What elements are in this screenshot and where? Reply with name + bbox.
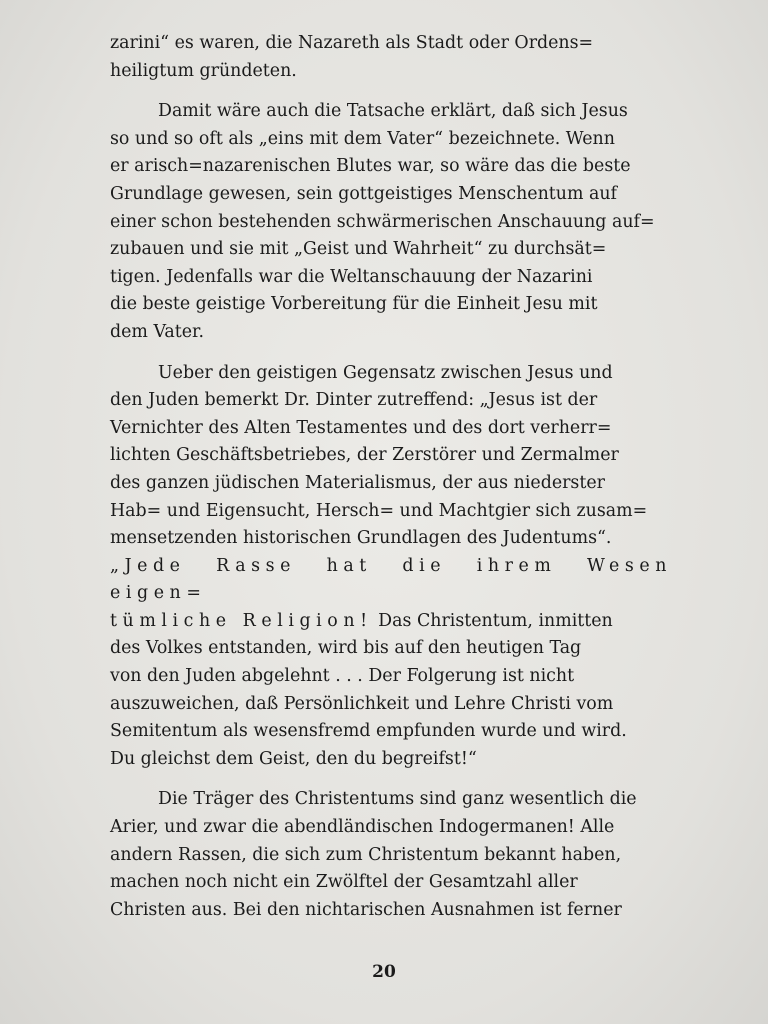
text-line: er arisch=nazarenischen Blutes war, so wäre das die beste: [110, 156, 631, 177]
text-fragment: Das Christentum, inmitten: [372, 610, 613, 631]
text-line: Christen aus. Bei den nichtarischen Ausnahmen ist ferner: [110, 899, 622, 920]
paragraph-2: [110, 98, 672, 346]
text-line: die beste geistige Vorbereitung für die Einheit Jesu mit: [110, 294, 598, 315]
text-line: zubauen und sie mit „Geist und Wahrheit“ zu durchsät=: [110, 239, 607, 260]
text-line: Hab= und Eigensucht, Hersch= und Machtgier sich zusam=: [110, 500, 648, 521]
text-line: Du gleichst dem Geist, den du begreifst!“: [110, 748, 477, 769]
text-line: machen noch nicht ein Zwölftel der Gesamtzahl aller: [110, 872, 578, 893]
text-line: des ganzen jüdischen Materialismus, der aus niederster: [110, 472, 605, 493]
text-line: den Juden bemerkt Dr. Dinter zutreffend: „Jesus ist der: [110, 390, 598, 411]
text-line: auszuweichen, daß Persönlichkeit und Lehre Christi vom: [110, 693, 614, 714]
body-text: [110, 30, 672, 924]
text-line: andern Rassen, die sich zum Christentum bekannt haben,: [110, 844, 622, 865]
text-line: Damit wäre auch die Tatsache erklärt, daß sich Jesus: [158, 101, 628, 122]
paragraph-4: [110, 786, 672, 924]
text-line: Vernichter des Alten Testamentes und des dort verherr=: [110, 417, 612, 438]
text-line: lichten Geschäftsbetriebes, der Zerstörer und Zermalmer: [110, 445, 619, 466]
text-line: mensetzenden historischen Grundlagen des Judentums“.: [110, 528, 612, 549]
text-line: zarini“ es waren, die Nazareth als Stadt oder Ordens=: [110, 33, 594, 53]
text-line: so und so oft als „eins mit dem Vater“ bezeichnete. Wenn: [110, 128, 615, 149]
text-line: des Volkes entstanden, wird bis auf den heutigen Tag: [110, 638, 582, 659]
text-line: heiligtum gründeten.: [110, 60, 297, 81]
paragraph-1: [110, 30, 672, 85]
text-line: dem Vater.: [110, 321, 204, 342]
text-line: tigen. Jedenfalls war die Weltanschauung der Nazarini: [110, 266, 593, 287]
text-line: Grundlage gewesen, sein gottgeistiges Menschentum auf: [110, 183, 617, 204]
text-line: Semitentum als wesensfremd empfunden wurde und wird.: [110, 721, 627, 742]
text-line: einer schon bestehenden schwärmerischen Anschauung auf=: [110, 211, 655, 232]
spaced-quote-line: tümliche Religion!: [110, 610, 373, 631]
page-number: 20: [372, 962, 396, 982]
spaced-quote-line: „Jede Rasse hat die ihrem Wesen eigen=: [110, 555, 672, 604]
text-line: von den Juden abgelehnt . . . Der Folgerung ist nicht: [110, 666, 575, 687]
text-line: Ueber den geistigen Gegensatz zwischen Jesus und: [158, 362, 613, 383]
text-line: Arier, und zwar die abendländischen Indogermanen! Alle: [110, 817, 615, 838]
text-line: Die Träger des Christentums sind ganz wesentlich die: [158, 789, 637, 810]
paragraph-3: [110, 360, 672, 774]
